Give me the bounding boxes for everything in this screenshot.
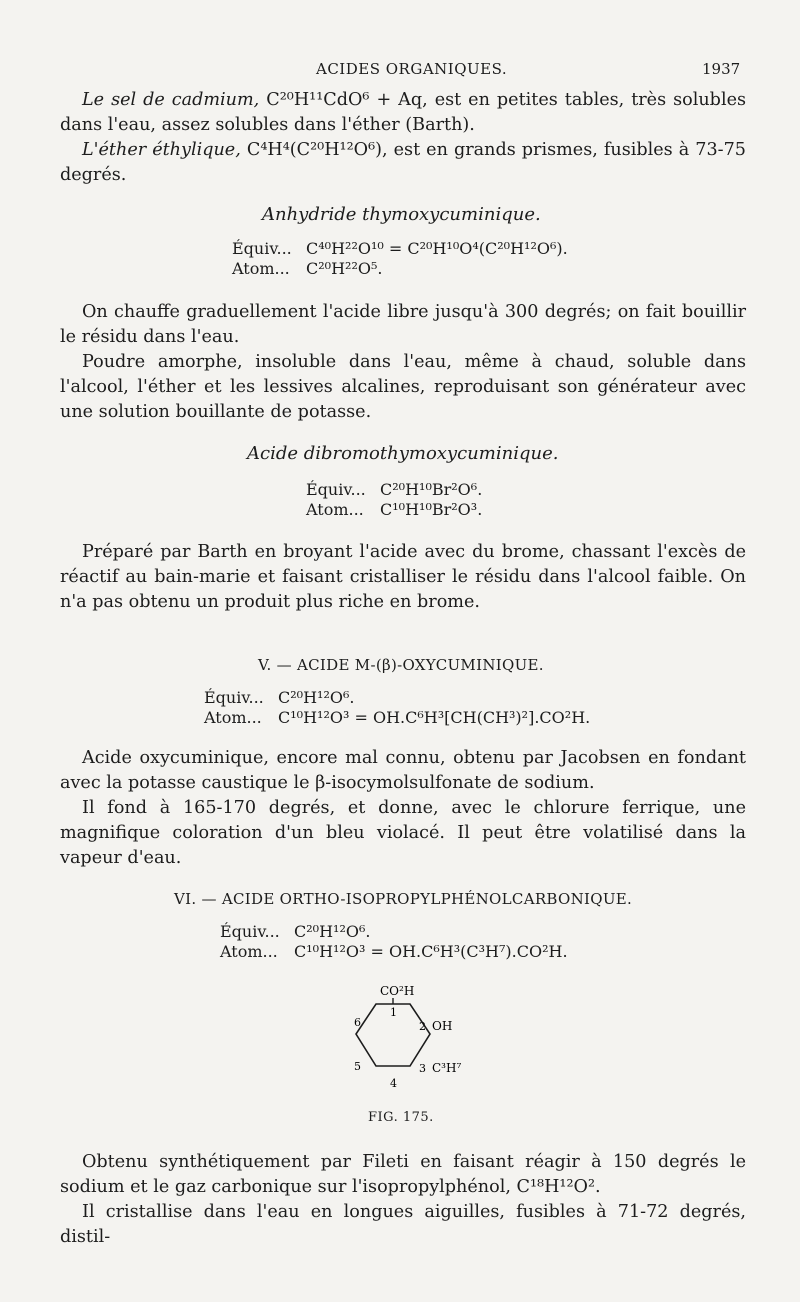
section-6-heading: VI. — ACIDE ORTHO-ISOPROPYLPHÉNOLCARBONIQUE. [174,890,633,908]
dibromo-equiv-label: Équiv... [306,480,366,499]
anhydride-equiv-label: Équiv... [232,239,292,258]
figure-caption: FIG. 175. [368,1110,434,1125]
dibromo-atom-value: C¹⁰H¹⁰Br²O³. [380,500,483,519]
ether-paragraph [60,138,746,188]
anhydride-heading: Anhydride thymoxycuminique. [262,204,541,225]
anhydride-atom-value: C²⁰H²²O⁵. [306,259,383,278]
dibromo-text [60,540,746,615]
cadmium-label: Le sel de cadmium, [82,90,260,110]
section-6-equiv-label: Équiv... [220,922,280,941]
section-6-formula [220,922,568,962]
running-title: ACIDES ORGANIQUES. [316,60,508,78]
carboxyl-group-label: CO²H [380,984,415,998]
section-5-paragraph-1: Acide oxycuminique, encore mal connu, obtenu par Jacobsen en fondant avec la potasse caustique le β-isocymolsulfonate de sodium. [60,748,746,793]
dibromo-atom-label: Atom... [306,500,364,519]
section-5-heading: V. — ACIDE M-(β)-OXYCUMINIQUE. [258,656,544,674]
section-5-atom-label: Atom... [204,708,262,727]
running-header [0,60,800,82]
cadmium-text: C²⁰H¹¹CdO⁶ + Aq, est en petites tables, très solubles dans l'eau, assez solubles dans l'éther (Barth). [60,90,747,135]
anhydride-text [60,300,746,425]
ring-position-2: 2 [419,1020,426,1033]
section-5-equiv-label: Équiv... [204,688,264,707]
isopropyl-group-label: C³H⁷ [432,1061,462,1075]
ether-text: C⁴H⁴(C²⁰H¹²O⁶), est en grands prismes, fusibles à 73-75 degrés. [60,140,746,185]
section-5-formula [204,688,590,728]
hydroxyl-group-label: OH [432,1019,453,1033]
page-number: 1937 [702,60,741,78]
section-5-paragraph-2: Il fond à 165-170 degrés, et donne, avec le chlorure ferrique, une magnifique coloration d'un bleu violacé. Il peut être volatilisé dans la vapeur d'eau. [60,798,746,868]
dibromo-equiv-value: C²⁰H¹⁰Br²O⁶. [380,480,483,499]
section-6-paragraph-1: Obtenu synthétiquement par Fileti en faisant réagir à 150 degrés le sodium et le gaz carbonique sur l'isopropylphénol, C¹⁸H¹²O². [60,1152,746,1197]
section-5-text [60,746,746,871]
section-6-atom-value: C¹⁰H¹²O³ = OH.C⁶H³(C³H⁷).CO²H. [294,942,568,961]
anhydride-paragraph-1: On chauffe graduellement l'acide libre jusqu'à 300 degrés; on fait bouillir le résidu dans l'eau. [60,302,746,347]
section-6-equiv-value: C²⁰H¹²O⁶. [294,922,371,941]
section-5-equiv-value: C²⁰H¹²O⁶. [278,688,355,707]
ring-position-6: 6 [354,1016,361,1029]
benzene-ring-figure [320,980,500,1100]
section-6-paragraph-2: Il cristallise dans l'eau en longues aiguilles, fusibles à 71-72 degrés, distil- [60,1202,746,1247]
ring-position-1: 1 [390,1006,397,1019]
ether-label: L'éther éthylique, [82,140,241,160]
ring-position-4: 4 [390,1077,397,1090]
dibromo-paragraph: Préparé par Barth en broyant l'acide avec du brome, chassant l'excès de réactif au bain-marie et faisant cristalliser le résidu dans l'alcool faible. On n'a pas obtenu un produit plus riche en brome. [60,542,746,612]
ring-position-3: 3 [419,1062,426,1075]
anhydride-atom-label: Atom... [232,259,290,278]
dibromo-heading: Acide dibromothymoxycuminique. [247,443,559,464]
ring-position-5: 5 [354,1060,361,1073]
cadmium-salt-section [60,88,746,188]
section-5-atom-value: C¹⁰H¹²O³ = OH.C⁶H³[CH(CH³)²].CO²H. [278,708,591,727]
section-6-text [60,1150,746,1250]
dibromo-formula [306,480,482,520]
cadmium-paragraph [60,88,746,138]
section-6-atom-label: Atom... [220,942,278,961]
anhydride-formula [232,239,568,279]
anhydride-paragraph-2: Poudre amorphe, insoluble dans l'eau, même à chaud, soluble dans l'alcool, l'éther et les lessives alcalines, reproduisant son générateur avec une solution bouillante de potasse. [60,352,746,422]
anhydride-equiv-value: C⁴⁰H²²O¹⁰ = C²⁰H¹⁰O⁴(C²⁰H¹²O⁶). [306,239,568,258]
